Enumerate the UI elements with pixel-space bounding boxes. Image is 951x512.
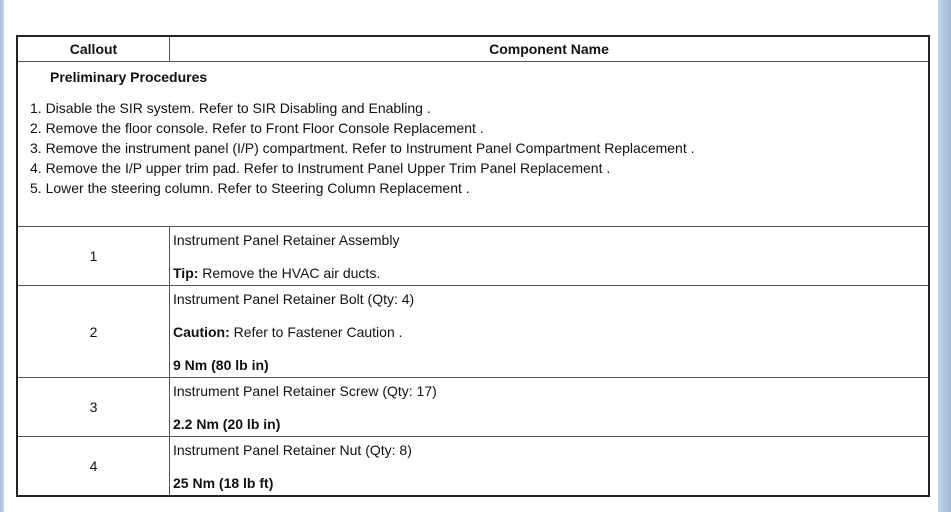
- preliminary-steps: [18, 98, 928, 198]
- step-item: 3. Remove the instrument panel (I/P) compartment. Refer to Instrument Panel Compartment Replacement .: [30, 140, 695, 156]
- callout-number: 1: [17, 227, 170, 286]
- caution-note: [173, 323, 928, 341]
- tip-label: Tip:: [173, 265, 199, 281]
- table-row: [17, 437, 929, 496]
- step-item: 2. Remove the floor console. Refer to Front Floor Console Replacement .: [30, 120, 484, 136]
- caution-text: Refer to Fastener Caution .: [229, 324, 403, 340]
- component-cell: [170, 286, 930, 378]
- component-name: Instrument Panel Retainer Nut (Qty: 8): [173, 442, 412, 458]
- component-cell: [170, 227, 930, 286]
- step-item: 5. Lower the steering column. Refer to Steering Column Replacement .: [30, 180, 470, 196]
- torque-spec: 25 Nm (18 lb ft): [173, 475, 274, 491]
- callout-number: 2: [17, 286, 170, 378]
- table-row: [17, 378, 929, 437]
- tip-note: [173, 264, 928, 282]
- document-page: [4, 0, 938, 512]
- component-cell: [170, 378, 930, 437]
- table-header-row: [17, 36, 929, 62]
- component-cell: [170, 437, 930, 496]
- table-row: [17, 227, 929, 286]
- window-frame-right: [938, 0, 951, 512]
- component-name-header: Component Name: [170, 36, 930, 62]
- component-name: Instrument Panel Retainer Assembly: [173, 232, 400, 248]
- component-name: Instrument Panel Retainer Screw (Qty: 17): [173, 383, 437, 399]
- preliminary-title: Preliminary Procedures: [50, 69, 208, 85]
- callout-header: Callout: [17, 36, 170, 62]
- torque-spec: 9 Nm (80 lb in): [173, 357, 269, 373]
- component-table: [16, 35, 930, 497]
- preliminary-cell: [17, 62, 929, 227]
- preliminary-row: [17, 62, 929, 227]
- torque-spec: 2.2 Nm (20 lb in): [173, 416, 281, 432]
- caution-label: Caution:: [173, 324, 230, 340]
- callout-number: 4: [17, 437, 170, 496]
- step-item: 1. Disable the SIR system. Refer to SIR Disabling and Enabling .: [30, 100, 431, 116]
- callout-number: 3: [17, 378, 170, 437]
- tip-text: Remove the HVAC air ducts.: [198, 265, 381, 281]
- table-row: [17, 286, 929, 378]
- step-item: 4. Remove the I/P upper trim pad. Refer to Instrument Panel Upper Trim Panel Replacement .: [30, 160, 611, 176]
- component-name: Instrument Panel Retainer Bolt (Qty: 4): [173, 291, 415, 307]
